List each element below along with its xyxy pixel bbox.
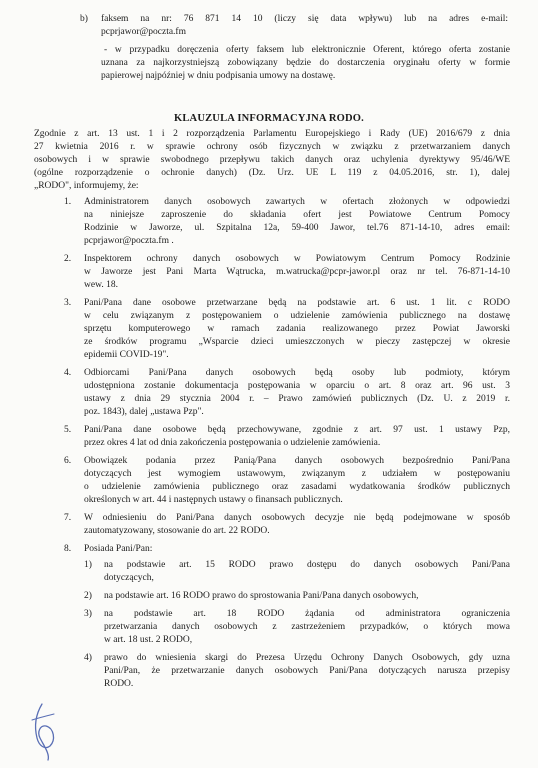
item-3-line-4: ze środków programu „Wsparcie dzieci umieszczonych w pieczy zastępczej w okresie [84,337,510,347]
item-2-number: 2. [64,254,72,264]
preamble-line-1: Zgodnie z art. 13 ust. 1 i 2 rozporządzenia Parlamentu Europejskiego i Rady (UE) 2016/679 z dnia [34,129,510,139]
preamble-line-4: (ogólne rozporządzenie o ochronie danych) (Dz. Urz. UE L 119 z 04.05.2016, str. 1), dalej [34,168,510,178]
item-2-line-3: wew. 18. [84,280,118,290]
subitem-2-line-1: na podstawie art. 16 RODO prawo do sprostowania Pani/Pana danych osobowych, [104,591,419,601]
item-5-line-2: przez okres 4 lat od dnia zakończenia postępowania o udzielenie zamówienia. [84,438,381,448]
subitem-1-number: 1) [84,560,92,570]
item-7-line-1: W odniesieniu do Pani/Pana danych osobowych decyzje nie będą podejmowane w sposób [84,513,510,523]
item-6-line-1: Obowiązek podania przez Panią/Pana danych osobowych bezpośrednio Pani/Pana [84,456,510,466]
item-3-line-3: sprzętu komputerowego w ramach zadania realizowanego przez Powiat Jaworski [84,324,510,334]
item-1-number: 1. [64,197,72,207]
subitem-3-line-1: na podstawie art. 18 RODO żądania od administratora ograniczenia [104,609,510,619]
item-5-number: 5. [64,425,72,435]
item-6-number: 6. [64,456,72,466]
item-1-line-1: Administratorem danych osobowych zawartych w ofertach złożonych w odpowiedzi [84,197,510,207]
subitem-4-line-1: prawo do wniesienia skargi do Prezesa Urzędu Ochrony Danych Osobowych, gdy uzna [104,653,510,663]
preamble-line-5: „RODO", informujemy, że: [34,181,139,191]
item-1-line-4: pcprjawor@poczta.fm . [84,236,174,246]
item-b-line-3: - w przypadku doręczenia oferty faksem lub elektronicznie Oferent, którego oferta zostanie [104,45,510,55]
subitem-3-line-2: przetwarzania danych osobowych z zastrzeżeniem przypadków, o których mowa [104,622,510,632]
handwritten-initial-mark [28,700,62,762]
item-3-line-5: epidemii COVID-19". [84,350,169,360]
item-4-line-2: udostępniona zostanie dokumentacja postępowania w oparciu o art. 8 oraz art. 96 ust. 3 [84,381,510,391]
item-4-number: 4. [64,368,72,378]
subitem-2-number: 2) [84,591,92,601]
item-2-line-2: w Jaworze jest Pani Marta Wątrucka, m.watrucka@pcpr-jawor.pl oraz nr tel. 76-871-14-10 [84,267,510,277]
item-b-line-4: uznana za najkorzystniejszą zobowiązany będzie do dostarczenia oryginału oferty w formie [101,58,510,68]
item-8-number: 8. [64,544,72,554]
item-1-line-2: na niniejsze zaproszenie do składania ofert jest Powiatowe Centrum Pomocy [84,210,510,220]
subitem-4-number: 4) [84,653,92,663]
item-4-line-1: Odbiorcami Pani/Pana danych osobowych będą osoby lub podmioty, którym [84,368,510,378]
item-6-line-2: dotyczących jest wymogiem ustawowym, związanym z udziałem w postępowaniu [84,469,510,479]
item-3-line-1: Pani/Pana dane osobowe przetwarzane będą na podstawie art. 6 ust. 1 lit. c RODO [84,298,510,308]
item-b-line-1: faksem na nr: 76 871 14 10 (liczy się data wpływu) lub na adres e-mail: [101,14,508,24]
item-1-line-3: Rodzinie w Jaworze, ul. Szpitalna 12a, 59-400 Jawor, tel.76 871-14-10, adres email: [84,223,510,233]
preamble-line-3: osobowych i w sprawie swobodnego przepływu takich danych oraz uchylenia dyrektywy 95/46/WE [34,155,510,165]
item-8-line-1: Posiada Pani/Pan: [84,544,153,554]
subitem-1-line-2: dotyczących, [104,573,154,583]
item-3-number: 3. [64,298,72,308]
subitem-3-line-3: w art. 18 ust. 2 RODO, [104,635,193,645]
subitem-3-number: 3) [84,609,92,619]
item-6-line-4: określonych w art. 44 i następnych ustawy o finansach publicznych. [84,495,343,505]
item-2-line-1: Inspektorem ochrony danych osobowych w Powiatowym Centrum Pomocy Rodzinie [84,254,510,264]
item-6-line-3: o udzielenie zamówienia publicznego oraz zasadami wydatkowania środków publicznych [84,482,510,492]
preamble-line-2: 27 kwietnia 2016 r. w sprawie ochrony osób fizycznych w związku z przetwarzaniem danych [34,142,510,152]
item-4-line-3: ustawy z dnia 29 stycznia 2004 r. – Prawo zamówień publicznych (Dz. U. z 2019 r. [84,394,510,404]
item-3-line-2: w celu związanym z postępowaniem o udzielenie zamówienia publicznego na dostawę [84,311,510,321]
item-7-number: 7. [64,513,72,523]
subitem-4-line-3: RODO. [104,679,134,689]
item-b-email: pcprjawor@poczta.fm [101,27,186,37]
subitem-1-line-1: na podstawie art. 15 RODO prawo dostępu do danych osobowych Pani/Pana [104,560,510,570]
item-7-line-2: zautomatyzowany, stosowanie do art. 22 RODO. [84,526,270,536]
item-5-line-1: Pani/Pana dane osobowe będą przechowywane, zgodnie z art. 97 ust. 1 ustawy Pzp, [84,425,510,435]
clause-heading: KLAUZULA INFORMACYJNA RODO. [173,113,365,124]
subitem-4-line-2: Pani/Pan, że przetwarzanie danych osobowych Pani/Pana dotyczących narusza przepisy [104,666,510,676]
item-b-marker: b) [80,14,88,24]
item-4-line-4: poz. 1843), dalej „ustawa Pzp". [84,407,204,417]
item-b-line-5: papierowej najpóźniej w dniu podpisania umowy na dostawę. [101,71,336,81]
